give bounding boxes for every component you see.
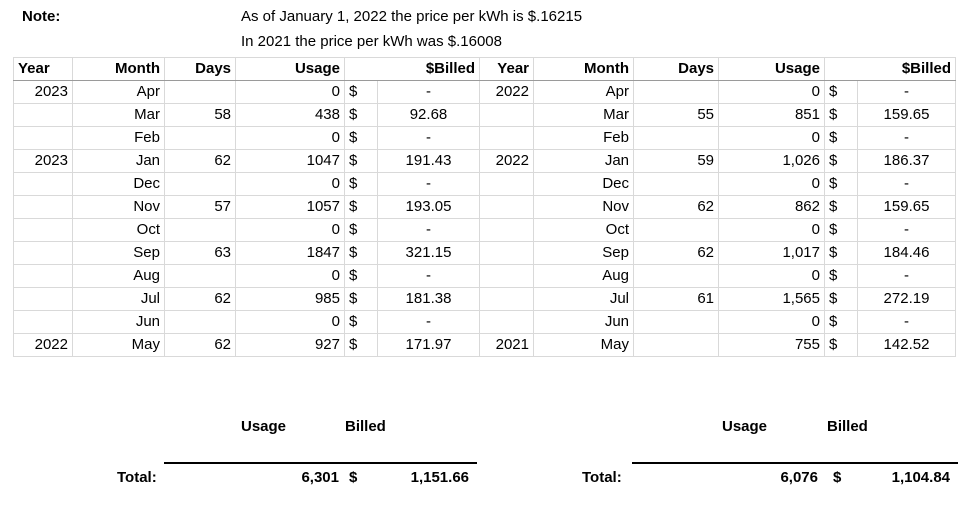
cell-month-left: Oct [73,219,165,242]
cell-year-left [14,173,73,196]
cell-year-right [480,311,534,334]
cell-year-right [480,219,534,242]
cell-currency-left: $ [345,81,378,104]
cell-month-right: Apr [534,81,634,104]
cell-billed-right: 186.37 [858,150,956,173]
table-header-row [14,58,956,81]
cell-currency-right: $ [825,173,858,196]
header-year-right: Year [480,58,534,81]
cell-month-left: Mar [73,104,165,127]
cell-month-right: Feb [534,127,634,150]
cell-year-right [480,242,534,265]
cell-currency-left: $ [345,104,378,127]
cell-year-left: 2023 [14,150,73,173]
cell-billed-right: - [858,265,956,288]
cell-month-left: Feb [73,127,165,150]
cell-billed-right: 159.65 [858,104,956,127]
cell-days-left: 62 [165,288,236,311]
cell-usage-left: 438 [236,104,345,127]
table-row [14,265,956,288]
note-line-1: As of January 1, 2022 the price per kWh is $.16215 [241,8,583,25]
cell-month-right: May [534,334,634,357]
cell-currency-right: $ [825,150,858,173]
cell-year-right: 2021 [480,334,534,357]
cell-usage-left: 1047 [236,150,345,173]
cell-billed-right: 142.52 [858,334,956,357]
summary-usage-label-right: Usage [722,418,768,435]
cell-year-left [14,311,73,334]
cell-days-right: 55 [634,104,719,127]
cell-year-left [14,265,73,288]
cell-month-left: Jul [73,288,165,311]
cell-days-right: 62 [634,242,719,265]
cell-year-right [480,196,534,219]
cell-year-right: 2022 [480,150,534,173]
header-year-left: Year [14,58,73,81]
total-usage-right: 6,076 [780,469,818,486]
cell-days-right: 61 [634,288,719,311]
total-label-right: Total: [582,469,622,486]
cell-year-right [480,127,534,150]
cell-usage-right: 862 [719,196,825,219]
header-billed-left: $Billed [345,58,480,81]
header-billed-right: $Billed [825,58,956,81]
cell-usage-right: 0 [719,219,825,242]
cell-year-left [14,104,73,127]
cell-billed-right: - [858,81,956,104]
cell-usage-right: 0 [719,265,825,288]
summary-billed-label-right: Billed [827,418,868,435]
cell-usage-left: 1057 [236,196,345,219]
table-row [14,288,956,311]
summary-billed-label-left: Billed [345,418,386,435]
cell-usage-right: 0 [719,127,825,150]
cell-currency-left: $ [345,265,378,288]
cell-days-right [634,219,719,242]
cell-usage-right: 1,026 [719,150,825,173]
cell-usage-left: 0 [236,127,345,150]
cell-month-left: Nov [73,196,165,219]
header-usage-left: Usage [236,58,345,81]
cell-billed-left: - [378,265,480,288]
table-row [14,81,956,104]
cell-billed-left: 181.38 [378,288,480,311]
cell-month-left: Dec [73,173,165,196]
cell-currency-right: $ [825,288,858,311]
total-rule-left [164,462,477,464]
table-row [14,311,956,334]
cell-currency-right: $ [825,334,858,357]
cell-currency-right: $ [825,127,858,150]
billing-table [13,57,956,357]
cell-usage-left: 927 [236,334,345,357]
cell-days-left [165,311,236,334]
cell-billed-left: - [378,127,480,150]
cell-days-left [165,173,236,196]
total-currency-left: $ [349,469,358,486]
note-line-2: In 2021 the price per kWh was $.16008 [241,33,502,50]
cell-billed-right: 159.65 [858,196,956,219]
cell-days-right [634,127,719,150]
cell-days-right [634,173,719,196]
note-label: Note: [22,8,61,25]
cell-year-left: 2023 [14,81,73,104]
cell-year-right [480,288,534,311]
total-usage-left: 6,301 [301,469,339,486]
table-row [14,150,956,173]
cell-month-left: Apr [73,81,165,104]
table-body [14,81,956,357]
total-rule-right [632,462,958,464]
cell-currency-left: $ [345,334,378,357]
cell-currency-left: $ [345,242,378,265]
cell-year-right [480,104,534,127]
cell-usage-right: 1,565 [719,288,825,311]
cell-billed-left: - [378,81,480,104]
cell-month-right: Jul [534,288,634,311]
cell-month-right: Mar [534,104,634,127]
cell-billed-left: - [378,219,480,242]
header-usage-right: Usage [719,58,825,81]
cell-year-right [480,173,534,196]
cell-usage-right: 0 [719,311,825,334]
cell-month-left: Jun [73,311,165,334]
total-billed-left: 1,151.66 [410,469,469,486]
cell-year-left [14,219,73,242]
total-currency-right: $ [833,469,842,486]
cell-month-right: Jun [534,311,634,334]
header-days-left: Days [165,58,236,81]
table-row [14,334,956,357]
cell-currency-left: $ [345,219,378,242]
cell-month-right: Jan [534,150,634,173]
summary-usage-label-left: Usage [241,418,287,435]
cell-currency-right: $ [825,219,858,242]
cell-usage-right: 851 [719,104,825,127]
cell-year-right: 2022 [480,81,534,104]
cell-billed-right: - [858,311,956,334]
cell-days-left: 62 [165,150,236,173]
cell-usage-left: 1847 [236,242,345,265]
cell-month-right: Aug [534,265,634,288]
cell-currency-right: $ [825,196,858,219]
cell-month-right: Sep [534,242,634,265]
cell-year-left [14,288,73,311]
cell-billed-right: - [858,127,956,150]
cell-usage-left: 0 [236,265,345,288]
cell-days-right [634,265,719,288]
cell-usage-left: 985 [236,288,345,311]
cell-month-left: Jan [73,150,165,173]
cell-days-left: 58 [165,104,236,127]
cell-year-left [14,127,73,150]
cell-days-left [165,81,236,104]
cell-days-right [634,311,719,334]
cell-currency-left: $ [345,311,378,334]
cell-billed-left: 321.15 [378,242,480,265]
cell-month-left: May [73,334,165,357]
table-row [14,242,956,265]
cell-days-right [634,334,719,357]
cell-currency-right: $ [825,311,858,334]
cell-currency-left: $ [345,150,378,173]
total-billed-right: 1,104.84 [891,469,950,486]
cell-billed-right: 272.19 [858,288,956,311]
cell-usage-left: 0 [236,81,345,104]
cell-year-left: 2022 [14,334,73,357]
cell-year-left [14,242,73,265]
cell-usage-left: 0 [236,311,345,334]
cell-days-right [634,81,719,104]
cell-billed-left: - [378,311,480,334]
cell-usage-right: 0 [719,173,825,196]
cell-currency-left: $ [345,127,378,150]
cell-month-left: Aug [73,265,165,288]
total-label-left: Total: [117,469,157,486]
cell-usage-right: 0 [719,81,825,104]
header-month-right: Month [534,58,634,81]
cell-days-right: 59 [634,150,719,173]
cell-billed-right: - [858,173,956,196]
cell-days-left [165,127,236,150]
cell-currency-right: $ [825,81,858,104]
table-row [14,104,956,127]
cell-billed-right: 184.46 [858,242,956,265]
cell-days-left: 62 [165,334,236,357]
cell-month-right: Nov [534,196,634,219]
cell-billed-left: 171.97 [378,334,480,357]
table-row [14,173,956,196]
cell-days-left [165,265,236,288]
header-days-right: Days [634,58,719,81]
cell-billed-left: 191.43 [378,150,480,173]
cell-billed-left: - [378,173,480,196]
cell-usage-right: 1,017 [719,242,825,265]
cell-usage-right: 755 [719,334,825,357]
cell-currency-right: $ [825,265,858,288]
cell-month-left: Sep [73,242,165,265]
cell-billed-left: 193.05 [378,196,480,219]
cell-days-left [165,219,236,242]
table-row [14,196,956,219]
cell-days-left: 63 [165,242,236,265]
cell-currency-left: $ [345,288,378,311]
cell-billed-left: 92.68 [378,104,480,127]
cell-days-left: 57 [165,196,236,219]
table-row [14,127,956,150]
cell-year-left [14,196,73,219]
cell-currency-left: $ [345,173,378,196]
cell-currency-right: $ [825,242,858,265]
cell-currency-left: $ [345,196,378,219]
cell-month-right: Dec [534,173,634,196]
header-month-left: Month [73,58,165,81]
cell-usage-left: 0 [236,173,345,196]
cell-year-right [480,265,534,288]
cell-month-right: Oct [534,219,634,242]
cell-currency-right: $ [825,104,858,127]
table-row [14,219,956,242]
cell-days-right: 62 [634,196,719,219]
cell-billed-right: - [858,219,956,242]
cell-usage-left: 0 [236,219,345,242]
